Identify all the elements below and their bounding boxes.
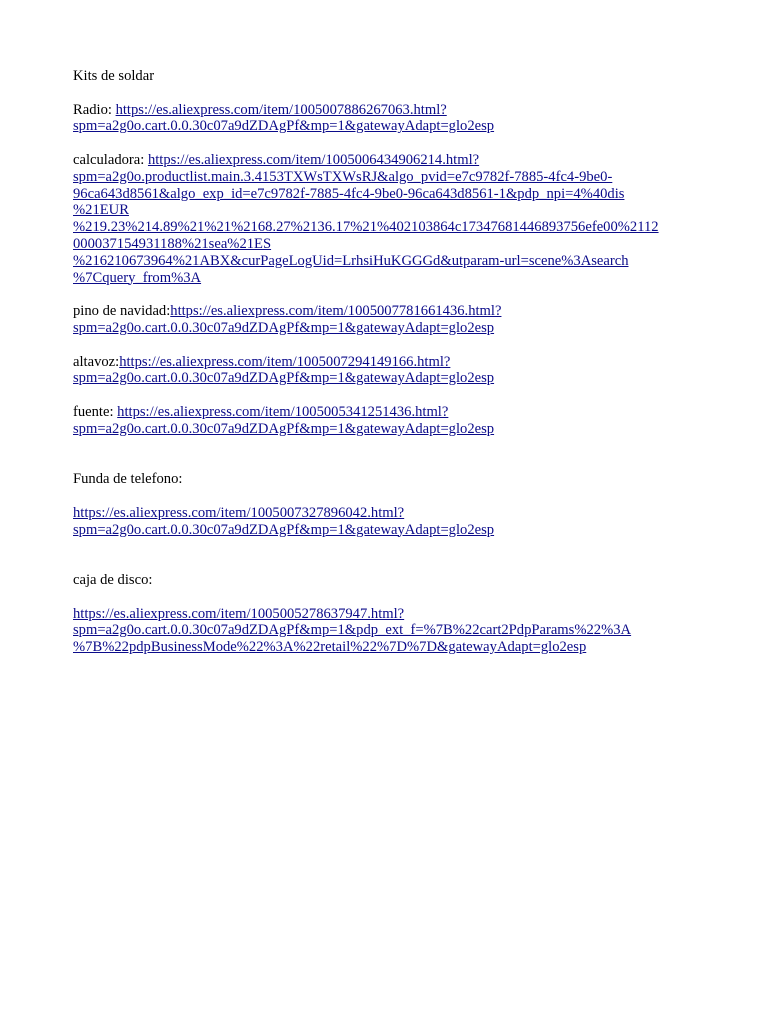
item-calculadora <box>73 152 713 286</box>
item-fuente-label: fuente: <box>73 403 118 420</box>
item-radio-label: Radio: <box>73 101 116 118</box>
item-fuente <box>73 404 713 438</box>
item-calculadora-link-line-3[interactable]: 96ca643d8561&algo_exp_id=e7c9782f-7885-4fc4-9be0-96ca643d8561-1&pdp_npi=4%40dis <box>73 185 625 202</box>
title-text: Kits de soldar <box>73 68 155 84</box>
item-caja-link-line-3[interactable]: %7B%22pdpBusinessMode%22%3A%22retail%22%7D%7D&gatewayAdapt=glo2esp <box>73 639 587 656</box>
item-radio-link-line-2[interactable]: spm=a2g0o.cart.0.0.30c07a9dZDAgPf&mp=1&gatewayAdapt=glo2esp <box>73 118 495 135</box>
item-funda-de-telefono <box>73 471 713 488</box>
item-caja-link-line-1[interactable]: https://es.aliexpress.com/item/1005005278637947.html? <box>73 605 405 622</box>
item-calculadora-link-line-5[interactable]: %219.23%214.89%21%21%2168.27%2136.17%21%402103864c17347681446893756efe00%2112 <box>73 219 659 236</box>
item-funda-label: Funda de telefono: <box>73 471 183 488</box>
item-calculadora-link-line-8[interactable]: %7Cquery_from%3A <box>73 269 202 286</box>
document-title <box>73 68 713 85</box>
item-caja-link <box>73 606 713 656</box>
item-caja-link-line-2[interactable]: spm=a2g0o.cart.0.0.30c07a9dZDAgPf&mp=1&pdp_ext_f=%7B%22cart2PdpParams%22%3A <box>73 622 632 639</box>
item-radio <box>73 102 713 136</box>
item-pino-link-line-2[interactable]: spm=a2g0o.cart.0.0.30c07a9dZDAgPf&mp=1&gatewayAdapt=glo2esp <box>73 319 495 336</box>
item-calculadora-link-line-6[interactable]: 000037154931188%21sea%21ES <box>73 235 272 252</box>
item-radio-link-line-1[interactable]: https://es.aliexpress.com/item/1005007886267063.html? <box>115 101 447 118</box>
item-calculadora-link-line-1[interactable]: https://es.aliexpress.com/item/1005006434906214.html? <box>147 151 480 168</box>
item-calculadora-label: calculadora: <box>73 151 148 168</box>
item-altavoz-link-line-2[interactable]: spm=a2g0o.cart.0.0.30c07a9dZDAgPf&mp=1&gatewayAdapt=glo2esp <box>73 370 495 387</box>
item-fuente-link-line-2[interactable]: spm=a2g0o.cart.0.0.30c07a9dZDAgPf&mp=1&gatewayAdapt=glo2esp <box>73 420 495 437</box>
item-fuente-link-line-1[interactable]: https://es.aliexpress.com/item/1005005341251436.html? <box>117 403 449 420</box>
item-calculadora-link-line-7[interactable]: %216210673964%21ABX&curPageLogUid=LrhsiHuKGGGd&utparam-url=scene%3Asearch <box>73 252 629 269</box>
item-altavoz-label: altavoz: <box>73 353 120 370</box>
document-page <box>73 68 713 656</box>
item-caja-de-disco <box>73 572 713 589</box>
item-funda-link-line-2[interactable]: spm=a2g0o.cart.0.0.30c07a9dZDAgPf&mp=1&gatewayAdapt=glo2esp <box>73 521 495 538</box>
item-calculadora-link-line-4[interactable]: %21EUR <box>73 202 129 219</box>
item-funda-link-line-1[interactable]: https://es.aliexpress.com/item/1005007327896042.html? <box>73 504 405 521</box>
item-altavoz <box>73 354 713 388</box>
item-calculadora-link-line-2[interactable]: spm=a2g0o.productlist.main.3.4153TXWsTXWsRJ&algo_pvid=e7c9782f-7885-4fc4-9be0- <box>73 168 613 185</box>
item-caja-label: caja de disco: <box>73 571 153 588</box>
item-pino-link-line-1[interactable]: https://es.aliexpress.com/item/1005007781661436.html? <box>170 303 502 320</box>
item-pino-label: pino de navidad: <box>73 303 171 320</box>
item-funda-link <box>73 505 713 539</box>
item-altavoz-link-line-1[interactable]: https://es.aliexpress.com/item/1005007294149166.html? <box>119 353 451 370</box>
item-pino-de-navidad <box>73 303 713 337</box>
